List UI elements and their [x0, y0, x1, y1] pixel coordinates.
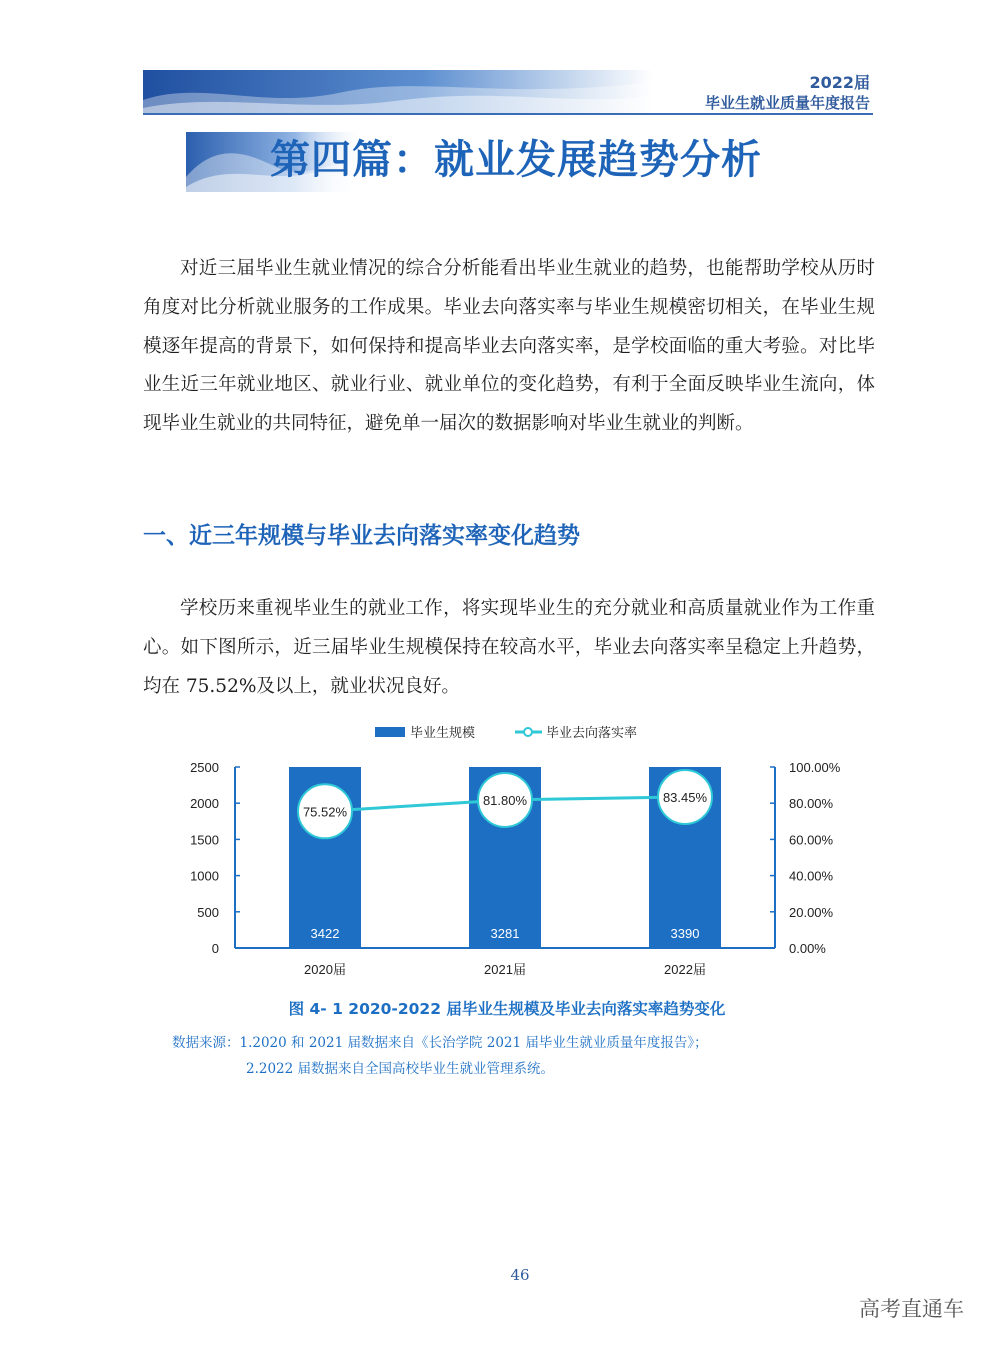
figure-caption: 图 4- 1 2020-2022 届毕业生规模及毕业去向落实率趋势变化	[288, 1000, 726, 1018]
legend-bar-swatch	[375, 727, 405, 737]
left-tick-label: 2000	[190, 796, 219, 812]
scale-and-rate-chart	[170, 715, 860, 985]
header-year: 2022届	[809, 73, 870, 92]
x-tick-label: 2021届	[484, 962, 526, 977]
section-paragraph: 学校历来重视毕业生的就业工作，将实现毕业生的充分就业和高质量就业作为工作重心。如下图所示，近三届毕业生规模保持在较高水平，毕业去向落实率呈稳定上升趋势，均在 75.52%及以上，就业状况良好。	[143, 598, 875, 697]
right-tick-label: 80.00%	[789, 796, 834, 812]
x-tick-label: 2020届	[304, 962, 346, 977]
section-title: 一、近三年规模与毕业去向落实率变化趋势	[143, 523, 580, 549]
left-tick-label: 2500	[190, 760, 219, 775]
data-source-line-1: 数据来源：1.2020 和 2021 届数据来自《长治学院 2021 届毕业生就业质量年度报告》；	[172, 1035, 708, 1051]
right-tick-label: 40.00%	[789, 868, 834, 884]
header-divider	[143, 113, 873, 115]
chapter-title: 第四篇：就业发展趋势分析	[270, 137, 762, 183]
right-tick-label: 100.00%	[789, 760, 841, 775]
legend-line-label: 毕业去向落实率	[546, 725, 638, 740]
rate-value-label: 81.80%	[482, 792, 528, 808]
intro-paragraph: 对近三届毕业生就业情况的综合分析能看出毕业生就业的趋势，也能帮助学校从历时角度对比分析就业服务的工作成果。毕业去向落实率与毕业生规模密切相关，在毕业生规模逐年提高的背景下，如何保持和提高毕业去向落实率，是学校面临的重大考验。对比毕业生近三年就业地区、就业行业、就业单位的变化趋势，有利于全面反映毕业生流向，体现毕业生就业的共同特征，避免单一届次的数据影响对毕业生就业的判断。	[143, 258, 875, 435]
rate-value-label: 83.45%	[662, 789, 708, 805]
bar-value-label: 3281	[490, 926, 520, 941]
left-tick-label: 0	[211, 941, 219, 956]
header-report-title: 毕业生就业质量年度报告	[704, 94, 870, 112]
legend-line-marker	[524, 728, 532, 736]
data-source-line-2: 2.2022 届数据来自全国高校毕业生就业管理系统。	[246, 1061, 555, 1077]
left-tick-label: 1500	[190, 832, 219, 848]
left-tick-label: 500	[197, 904, 219, 920]
bar-value-label: 3390	[670, 926, 700, 941]
rate-value-label: 75.52%	[302, 804, 348, 820]
bar-value-label: 3422	[310, 926, 340, 941]
legend-bar-label: 毕业生规模	[410, 725, 476, 740]
header-wave-banner	[143, 70, 653, 114]
x-tick-label: 2022届	[664, 962, 706, 977]
chart-legend	[375, 725, 637, 740]
watermark-text: 高考直通车	[859, 1297, 964, 1321]
right-tick-label: 60.00%	[789, 832, 834, 848]
page-number: 46	[510, 1266, 530, 1284]
right-tick-label: 0.00%	[789, 941, 826, 956]
right-tick-label: 20.00%	[789, 904, 834, 920]
left-tick-label: 1000	[190, 868, 219, 884]
